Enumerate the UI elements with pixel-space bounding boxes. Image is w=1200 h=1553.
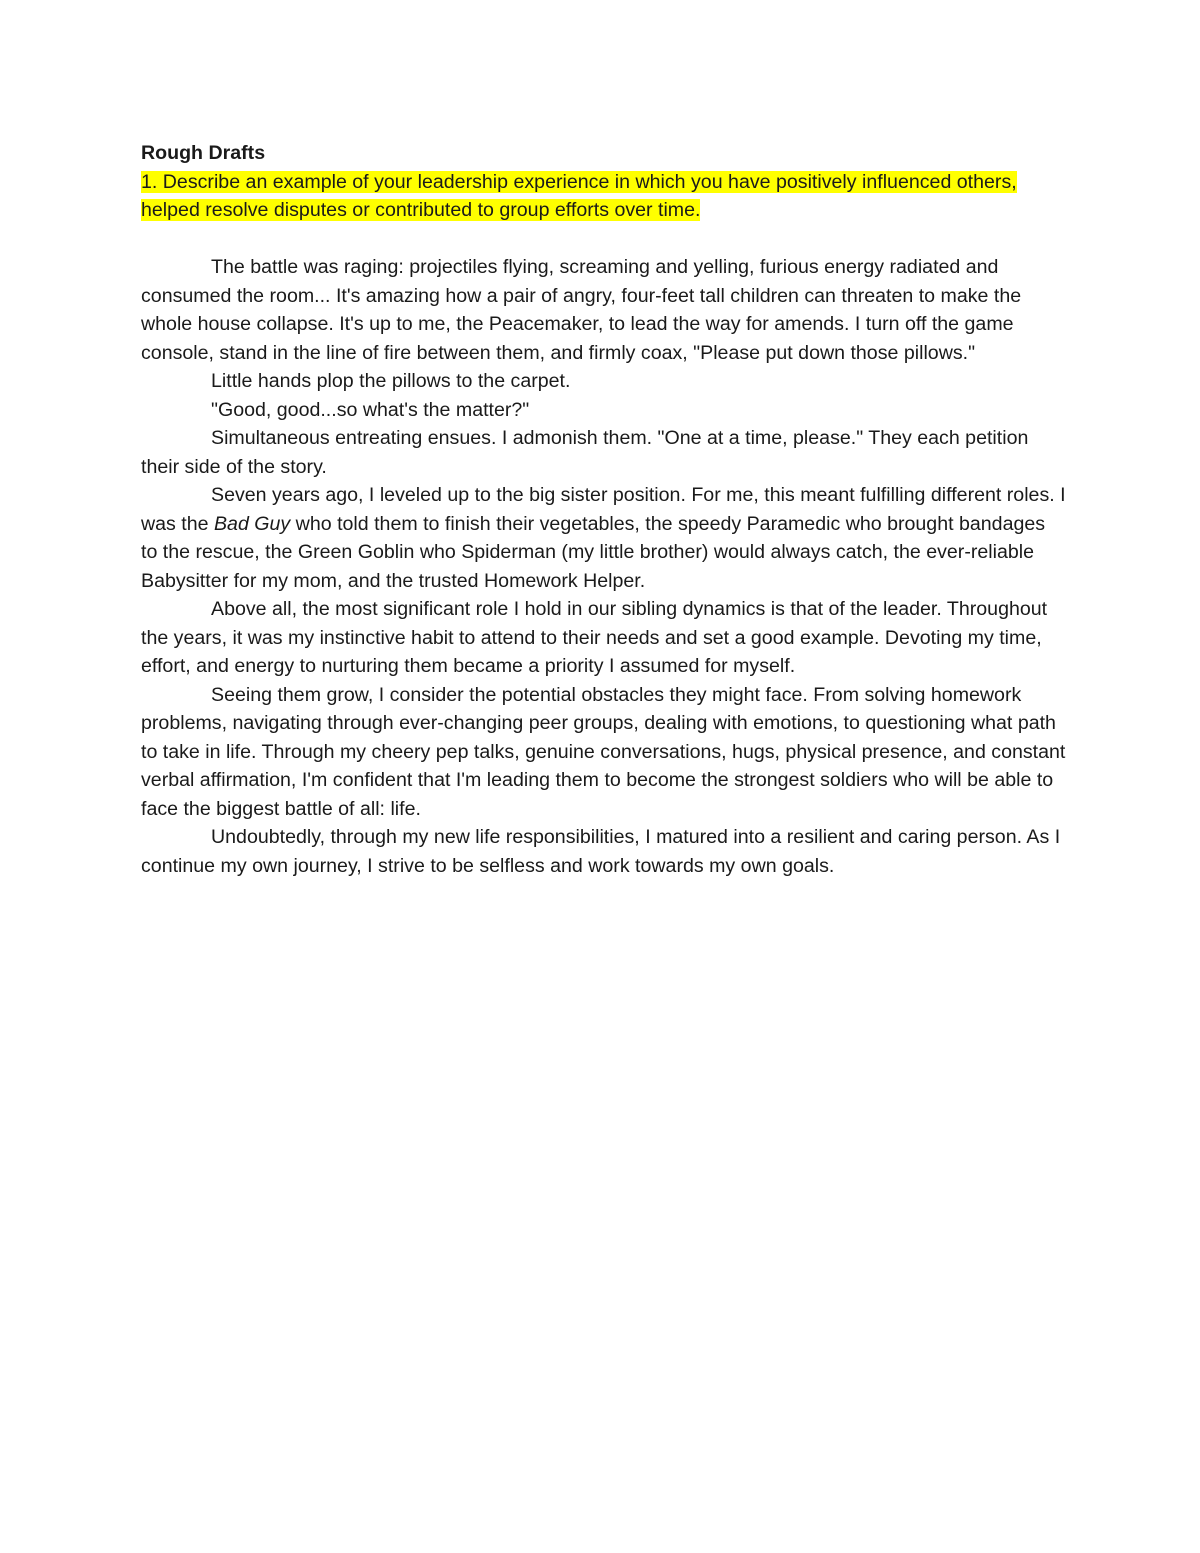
paragraph-entreating: Simultaneous entreating ensues. I admonish them. "One at a time, please." They each petition their side of the story. <box>141 427 1029 478</box>
highlighted-prompt-text: 1. Describe an example of your leadership experience in which you have positively influenced others, helped resolve disputes or contributed to group efforts over time. <box>141 170 1017 221</box>
roles-emphasis: Bad Guy <box>213 512 291 535</box>
paragraph-obstacles: Seeing them grow, I consider the potential obstacles they might face. From solving homework problems, navigating through ever-changing peer groups, dealing with emotions, to questioning what path to take in life. Through my cheery pep talks, genuine conversations, hugs, physical presence, and constant verbal affirmation, I'm confident that I'm leading them to become the strongest soldiers who will be able to face the biggest battle of all: life. <box>141 683 1066 820</box>
blank-line <box>141 225 1066 254</box>
paragraph-whats-matter: "Good, good...so what's the matter?" <box>211 398 530 421</box>
roles-text-before: Seven years ago, I leveled up to the big sister position. For me, this meant fulfilling different roles. I was the <box>141 484 1066 535</box>
paragraph-battle: The battle was raging: projectiles flying, screaming and yelling, furious energy radiated and consumed the room... It's amazing how a pair of angry, four-feet tall children can threaten to make the whole house collapse. It's up to me, the Peacemaker, to lead the way for amends. I turn off the game console, stand in the line of fire between them, and firmly coax, "Please put down those pillows." <box>141 256 1022 364</box>
document-title: Rough Drafts <box>141 142 266 164</box>
paragraph-leader: Above all, the most significant role I hold in our sibling dynamics is that of the leader. Throughout the years, it was my instinctive habit to attend to their needs and set a good example. Devoting my time, effort, and energy to nurturing them became a priority I assumed for myself. <box>141 598 1048 677</box>
roles-text-after: who told them to finish their vegetables, the speedy Paramedic who brought bandages to the rescue, the Green Goblin who Spiderman (my little brother) would always catch, the ever-reliable Babysitter for my mom, and the trusted Homework Helper. <box>141 512 1046 592</box>
paragraph-pillows: Little hands plop the pillows to the carpet. <box>211 370 571 392</box>
essay-prompt <box>141 168 1066 225</box>
document-body <box>141 139 1066 880</box>
paragraph-roles <box>141 481 1066 595</box>
paragraph-conclusion: Undoubtedly, through my new life responsibilities, I matured into a resilient and caring person. As I continue my own journey, I strive to be selfless and work towards my own goals. <box>141 826 1061 877</box>
